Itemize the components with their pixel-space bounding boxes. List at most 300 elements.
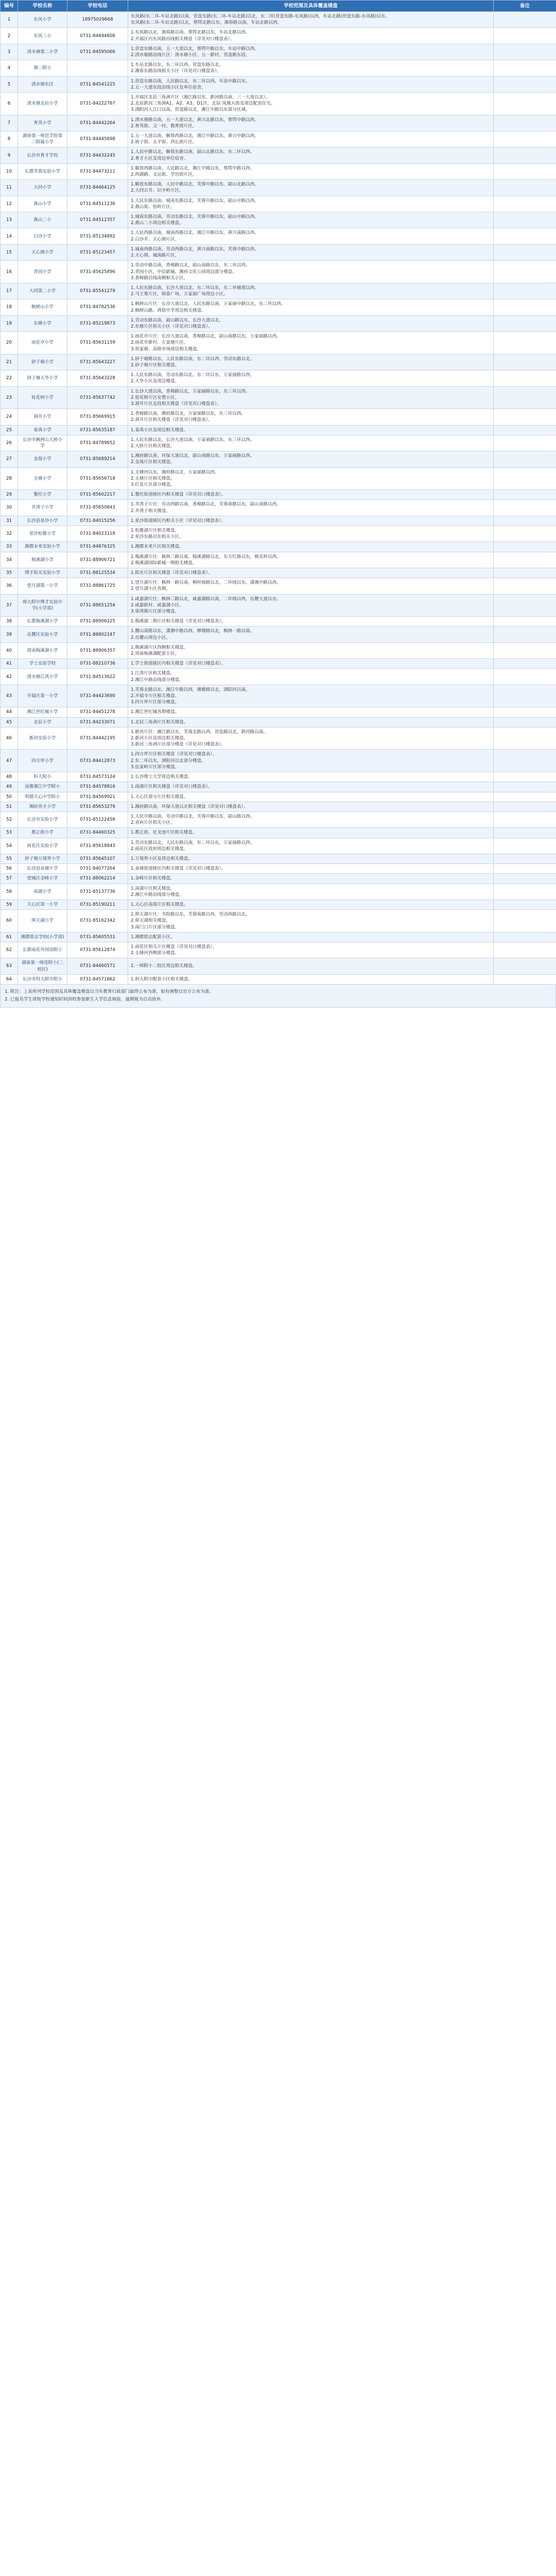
cell-school-name: 湘府英才小学 xyxy=(18,802,67,811)
scope-line: 2.井湾子相关楼盘。 xyxy=(131,508,170,514)
cell-school-name: 大同小学 xyxy=(18,180,67,196)
cell-scope xyxy=(128,864,494,874)
scope-line: 3.南门口片区部分楼盘。 xyxy=(131,924,180,930)
cell-no: 7 xyxy=(1,115,18,131)
cell-scope xyxy=(128,884,494,900)
scope-line: 1.万境界小区及周边相关楼盘。 xyxy=(131,856,193,861)
cell-school-name: 学士实验学校 xyxy=(18,659,67,669)
scope-line: 1.香樟路以南，湘府路以北，万家丽路以东，东三环以西。 xyxy=(131,411,246,417)
cell-school-name: 望城区金峰小学 xyxy=(18,874,67,884)
cell-school-tel: 0731-84571662 xyxy=(67,974,128,984)
cell-note xyxy=(494,542,556,552)
cell-note xyxy=(494,828,556,838)
table-row xyxy=(1,578,556,594)
cell-school-tel: 0731-84423690 xyxy=(67,685,128,707)
table-row xyxy=(1,932,556,942)
cell-school-tel: 0731-85656718 xyxy=(67,467,128,490)
cell-school-name: 大同第二小学 xyxy=(18,283,67,299)
scope-line: 1.梅溪湖二期片区相关楼盘（详见对口楼盘表）。 xyxy=(131,619,226,624)
cell-school-name: 科大附小 xyxy=(18,772,67,782)
cell-note xyxy=(494,707,556,717)
cell-scope xyxy=(128,568,494,578)
table-row xyxy=(1,212,556,228)
cell-scope xyxy=(128,315,494,331)
cell-school-name: 白沙小学 xyxy=(18,228,67,244)
header-school-name: 学校名称 xyxy=(18,1,67,12)
cell-school-tel: 0731-84876325 xyxy=(67,542,128,552)
table-row xyxy=(1,802,556,811)
scope-line: 1.星沙街道辖区内相关小区（详见对口楼盘表）。 xyxy=(131,518,226,523)
cell-note xyxy=(494,425,556,435)
cell-school-name: 雨花区实验小学 xyxy=(18,838,67,854)
table-row xyxy=(1,594,556,617)
scope-line: 1.枫树山片区：长沙大道以北，人民东路以南，万家丽中路以东，东二环以西。 xyxy=(131,301,286,307)
cell-school-name: 育英小学 xyxy=(18,115,67,131)
cell-school-tel: 0731-84511236 xyxy=(67,196,128,212)
cell-school-tel: 0731-85123457 xyxy=(67,244,128,260)
cell-scope xyxy=(128,228,494,244)
table-row xyxy=(1,772,556,782)
scope-line: 1.黎托街道辖区内相关楼盘（详见对口楼盘表）。 xyxy=(131,492,226,498)
scope-line: 1.仰天湖片区：书院路以东，芙蓉南路以西，劳动西路以北。 xyxy=(131,912,250,918)
cell-note xyxy=(494,163,556,179)
scope-line: 1.科大附中配套小区相关楼盘。 xyxy=(131,976,193,982)
header-note: 备注 xyxy=(494,1,556,12)
table-row xyxy=(1,451,556,467)
cell-no: 14 xyxy=(1,228,18,244)
cell-scope xyxy=(128,354,494,370)
table-row xyxy=(1,874,556,884)
cell-school-tel: 0731-85541279 xyxy=(67,283,128,299)
table-header-row xyxy=(1,1,556,12)
scope-line: 3.香樟路沿线南侧相关小区。 xyxy=(131,275,188,281)
table-row xyxy=(1,568,556,578)
cell-school-tel: 0731-88802147 xyxy=(67,626,128,642)
cell-school-tel: 0731-84569921 xyxy=(67,792,128,802)
scope-line: 2.大桥片区相关楼盘。 xyxy=(131,443,175,449)
cell-note xyxy=(494,467,556,490)
cell-note xyxy=(494,354,556,370)
cell-no: 13 xyxy=(1,212,18,228)
cell-school-name: 圭塘小学 xyxy=(18,467,67,490)
scope-line: 1.解放东路以南，人民中路以北，芙蓉中路以东，韶山北路以西。 xyxy=(131,182,259,188)
cell-no: 27 xyxy=(1,451,18,467)
table-row xyxy=(1,244,556,260)
scope-line: 2.育才小区及周边单位宿舍。 xyxy=(131,156,188,161)
scope-line: 1.江湾片区相关楼盘。 xyxy=(131,671,175,676)
scope-line: 1.南湖片区相关楼盘。 xyxy=(131,886,175,891)
table-row xyxy=(1,467,556,490)
cell-school-name: 北辰小学 xyxy=(18,717,67,727)
scope-line: 1.营盘东路以南，五一大道以北，蔡锷中路以东，车站中路以西。 xyxy=(131,46,259,52)
cell-school-tel: 0731-88651254 xyxy=(67,594,128,617)
table-row xyxy=(1,93,556,115)
scope-line: 2.东二环以东，浏阳河以北部分楼盘。 xyxy=(131,758,206,764)
cell-school-name: 长沙市科大附中附小 xyxy=(18,974,67,984)
cell-school-tel: 0731-88125534 xyxy=(67,568,128,578)
scope-line: 3.荣湾镇片区部分楼盘。 xyxy=(131,609,180,615)
cell-no: 32 xyxy=(1,526,18,542)
cell-school-tel: 0731-84460571 xyxy=(67,958,128,974)
cell-scope xyxy=(128,659,494,669)
table-row xyxy=(1,115,556,131)
cell-no: 29 xyxy=(1,490,18,500)
cell-school-tel: 0731-85689214 xyxy=(67,451,128,467)
scope-line: 1.芙蓉北路以东，湘江中路以西，湘雅路以北，浏阳河以南。 xyxy=(131,687,250,692)
scope-line: 2.圭塘河西侧部分楼盘。 xyxy=(131,951,180,956)
cell-note xyxy=(494,932,556,942)
page xyxy=(0,0,556,1008)
header-no: 编号 xyxy=(1,1,18,12)
scope-line: 2.岳麓山周边小区。 xyxy=(131,635,170,640)
scope-line: 2.湘江中路沿线部分楼盘。 xyxy=(131,677,184,683)
cell-school-name: 周南梅溪湖小学 xyxy=(18,642,67,658)
cell-note xyxy=(494,900,556,909)
table-row xyxy=(1,542,556,552)
scope-line: 2.周南梅溪湖配套小区。 xyxy=(131,651,180,657)
cell-scope xyxy=(128,526,494,542)
cell-school-tel: 0731-84782536 xyxy=(67,299,128,315)
scope-line: 1.湘府路以南，环保大道以北，韶山南路以东，万家丽路以西。 xyxy=(131,453,255,459)
cell-note xyxy=(494,717,556,727)
cell-note xyxy=(494,115,556,131)
scope-line: 2.白沙井、天心阁片区。 xyxy=(131,236,180,242)
cell-school-tel: 0731-85618843 xyxy=(67,838,128,854)
table-row xyxy=(1,409,556,425)
cell-note xyxy=(494,409,556,425)
cell-school-tel: 0731-85625896 xyxy=(67,261,128,283)
cell-school-name: 金海小学 xyxy=(18,451,67,467)
cell-no: 2 xyxy=(1,28,18,44)
cell-school-name: 仰天湖小学 xyxy=(18,910,67,933)
scope-line: 3.四方坪片区部分楼盘。 xyxy=(131,700,180,705)
cell-scope xyxy=(128,900,494,909)
cell-scope xyxy=(128,500,494,516)
table-row xyxy=(1,782,556,792)
scope-line: 1.新河片区：湘江路以东，芙蓉北路以西，营盘路以北，新河路以南。 xyxy=(131,729,268,735)
cell-school-name: 南雅湘江中学附小 xyxy=(18,782,67,792)
cell-school-tel: 0731-84451278 xyxy=(67,707,128,717)
scope-line: 2.大同古井、识字岭片区。 xyxy=(131,188,184,194)
scope-line: 1.解放西路以南，人民路以北，湘江中路以东，蔡锷中路以西。 xyxy=(131,165,255,171)
scope-line: 3.浏阳河入江口以南，营盘路以北，湘江中路以东部分区域。 xyxy=(131,107,250,113)
table-footnote xyxy=(0,985,556,1008)
cell-school-name: 砂子塘小学 xyxy=(18,354,67,370)
cell-scope xyxy=(128,60,494,76)
scope-line: 2.湘春东路沿线相关小区（详见对口楼盘表）。 xyxy=(131,69,221,74)
cell-note xyxy=(494,93,556,115)
header-scope: 学校范围及具体覆盖楼盘 xyxy=(128,1,494,12)
cell-note xyxy=(494,750,556,772)
table-row xyxy=(1,12,556,28)
cell-school-tel: 0731-85643227 xyxy=(67,354,128,370)
cell-note xyxy=(494,28,556,44)
cell-school-name: 开福区第一小学 xyxy=(18,685,67,707)
scope-line: 2.北辰新河三角洲A1、A2、A3、D1区，北辰·凤凰天街及周边配套住宅。 xyxy=(131,101,275,107)
cell-scope xyxy=(128,578,494,594)
cell-school-name: 天心阁小学 xyxy=(18,244,67,260)
cell-school-tel: 0731-85219873 xyxy=(67,315,128,331)
table-row xyxy=(1,60,556,76)
table-body xyxy=(1,12,556,985)
cell-scope xyxy=(128,244,494,260)
cell-school-name: 燕山小学 xyxy=(18,196,67,212)
cell-no: 23 xyxy=(1,386,18,409)
cell-no: 41 xyxy=(1,659,18,669)
table-row xyxy=(1,500,556,516)
cell-school-tel: 0731-85134892 xyxy=(67,228,128,244)
scope-line: 2.东塘片区相关小区（详见对口楼盘表）。 xyxy=(131,324,213,329)
cell-school-tel: 0731-84460325 xyxy=(67,828,128,838)
cell-note xyxy=(494,212,556,228)
cell-no: 55 xyxy=(1,854,18,863)
cell-no: 62 xyxy=(1,942,18,958)
cell-no: 22 xyxy=(1,370,18,386)
table-row xyxy=(1,435,556,451)
cell-note xyxy=(494,782,556,792)
cell-no: 8 xyxy=(1,131,18,147)
scope-line: 1.人民东路以南，劳动东路以北，东二环以东，万家丽路以西。 xyxy=(131,372,255,378)
cell-school-tel: 0731-85612874 xyxy=(67,942,128,958)
cell-note xyxy=(494,617,556,626)
scope-line: 1.湘府路以南，环保大道以北相关楼盘（详见对口楼盘表）。 xyxy=(131,804,248,809)
scope-line: 1.湘郡铭志配套小区。 xyxy=(131,934,175,940)
cell-no: 33 xyxy=(1,542,18,552)
cell-school-tel: 0731-88062214 xyxy=(67,874,128,884)
scope-line: 1.雨花亭片区：长沙大道以南，香樟路以北，韶山南路以东，万家丽路以西。 xyxy=(131,334,281,340)
cell-school-tel: 0731-84473211 xyxy=(67,163,128,179)
scope-line: 2.天华小区及周边楼盘。 xyxy=(131,379,180,384)
cell-note xyxy=(494,594,556,617)
scope-line: 1.城南东路以南，劳动东路以北，芙蓉中路以东，韶山中路以西。 xyxy=(131,214,259,220)
cell-school-tel: 0731-84789652 xyxy=(67,435,128,451)
cell-school-name: 博才阳光实验小学 xyxy=(18,568,67,578)
cell-note xyxy=(494,500,556,516)
scope-line: 2.育英街、又一村、教育街片区。 xyxy=(131,123,197,129)
cell-note xyxy=(494,315,556,331)
cell-scope xyxy=(128,425,494,435)
scope-line: 1.圭塘河以东，湘府路以北，万家丽路以西。 xyxy=(131,469,219,475)
table-row xyxy=(1,974,556,984)
cell-school-name: 桂花树小学 xyxy=(18,386,67,409)
scope-line: 1.人民中路以北，解放东路以南，韶山北路以东，东二环以西。 xyxy=(131,149,255,155)
cell-note xyxy=(494,578,556,594)
cell-no: 46 xyxy=(1,727,18,750)
cell-scope xyxy=(128,299,494,315)
cell-scope xyxy=(128,261,494,283)
cell-no: 20 xyxy=(1,332,18,354)
cell-school-tel: 0731-84445698 xyxy=(67,131,128,147)
cell-no: 64 xyxy=(1,974,18,984)
cell-scope xyxy=(128,874,494,884)
cell-scope xyxy=(128,717,494,727)
cell-note xyxy=(494,299,556,315)
scope-line: 东风路(东二环-车站北路)以北，蔡锷北路以东，湘春路以南，车站北路以西。 xyxy=(131,20,282,26)
cell-no: 58 xyxy=(1,884,18,900)
scope-line: 1.城南西路以南，劳动西路以北，黄兴南路以东，芙蓉中路以西。 xyxy=(131,246,259,252)
cell-school-tel: 0731-88861725 xyxy=(67,578,128,594)
cell-school-tel: 0731-88906357 xyxy=(67,642,128,658)
cell-school-name: 泰禹小学 xyxy=(18,425,67,435)
table-row xyxy=(1,626,556,642)
scope-line: 2.洞井片区相关楼盘（详见对口楼盘表）。 xyxy=(131,417,213,423)
cell-school-tel: 0731-84077264 xyxy=(67,864,128,874)
cell-school-tel: 0731-85650843 xyxy=(67,500,128,516)
scope-line: 2.开福区内东风路沿线相关楼盘（详见对口楼盘表）。 xyxy=(131,36,235,42)
cell-school-name: 长沙市育才学校 xyxy=(18,147,67,163)
cell-note xyxy=(494,884,556,900)
cell-no: 18 xyxy=(1,299,18,315)
scope-line: 2.枫树山路、鸿铭中学周边相关楼盘。 xyxy=(131,308,206,313)
scope-line: 1.阳光片区相关楼盘（详见对口楼盘表）。 xyxy=(131,570,213,576)
cell-note xyxy=(494,435,556,451)
scope-line: 2.雨花区政府周边相关楼盘。 xyxy=(131,846,188,852)
cell-note xyxy=(494,244,556,260)
cell-school-tel: 0731-85122458 xyxy=(67,811,128,827)
cell-school-name: 东塘小学 xyxy=(18,315,67,331)
scope-line: 1.井湾子片区：劳动西路以南，香樟路以北，芙蓉南路以东，韶山南路以西。 xyxy=(131,502,281,507)
cell-note xyxy=(494,874,556,884)
cell-school-name: 长郡梅溪湖小学 xyxy=(18,617,67,626)
cell-no: 53 xyxy=(1,828,18,838)
cell-no: 61 xyxy=(1,932,18,942)
cell-school-name: 清水塘东区 xyxy=(18,76,67,92)
cell-school-tel: 0731-85653279 xyxy=(67,802,128,811)
cell-note xyxy=(494,332,556,354)
school-district-table xyxy=(0,0,556,985)
cell-scope xyxy=(128,802,494,811)
cell-note xyxy=(494,642,556,658)
scope-line: 2.西湖路、文运街、学宫街片区。 xyxy=(131,172,197,178)
cell-scope xyxy=(128,28,494,44)
cell-no: 48 xyxy=(1,772,18,782)
cell-school-tel: 0731-85669915 xyxy=(67,409,128,425)
cell-school-tel: 0731-85162342 xyxy=(67,910,128,933)
scope-line: 1.学士街道辖区内相关楼盘（详见对口楼盘表）。 xyxy=(131,661,226,667)
table-row xyxy=(1,354,556,370)
cell-note xyxy=(494,669,556,685)
cell-scope xyxy=(128,932,494,942)
cell-note xyxy=(494,451,556,467)
cell-school-tel: 0731-84573124 xyxy=(67,772,128,782)
table-row xyxy=(1,228,556,244)
scope-line: 2.省府片区相关小区。 xyxy=(131,820,175,826)
cell-scope xyxy=(128,707,494,717)
scope-line: 2.圭塘片区相关楼盘。 xyxy=(131,476,175,481)
scope-line: 2.望月湖小区各期。 xyxy=(131,586,170,592)
cell-school-tel: 0731-85645107 xyxy=(67,854,128,863)
cell-school-tel: 0731-85637742 xyxy=(67,386,128,409)
scope-line: 2.桂花树片区安置小区。 xyxy=(131,395,180,400)
cell-school-name: 洞井小学 xyxy=(18,409,67,425)
cell-school-tel: 0731-84512357 xyxy=(67,212,128,228)
cell-school-name: 枫树山小学 xyxy=(18,299,67,315)
cell-scope xyxy=(128,44,494,60)
scope-line: 3.红星片区部分楼盘。 xyxy=(131,482,175,487)
table-row xyxy=(1,332,556,354)
cell-no: 4 xyxy=(1,60,18,76)
cell-no: 52 xyxy=(1,811,18,827)
cell-school-name: 湖南第一师范学院第二附属小学 xyxy=(18,131,67,147)
cell-note xyxy=(494,811,556,827)
scope-line: 1.松雅湖片区相关楼盘。 xyxy=(131,528,180,533)
cell-no: 3 xyxy=(1,44,18,60)
cell-no: 19 xyxy=(1,315,18,331)
scope-line: 1.东风路以北，湘春路以南，蔡锷北路以东，车站北路以西。 xyxy=(131,30,250,36)
table-row xyxy=(1,617,556,626)
cell-no: 49 xyxy=(1,782,18,792)
cell-note xyxy=(494,12,556,28)
cell-school-name: 星沙松雅小学 xyxy=(18,526,67,542)
cell-note xyxy=(494,802,556,811)
cell-school-tel: 0731-85643228 xyxy=(67,370,128,386)
scope-line: 1.长沙理工大学周边相关楼盘。 xyxy=(131,774,193,780)
cell-note xyxy=(494,772,556,782)
cell-scope xyxy=(128,386,494,409)
cell-note xyxy=(494,838,556,854)
table-row xyxy=(1,386,556,409)
cell-school-name: 井湾子小学 xyxy=(18,500,67,516)
cell-scope xyxy=(128,435,494,451)
scope-line: 1.望月湖片区：枫林一路以南，桐梓坡路以北，二环线以东，潇湘中路以西。 xyxy=(131,580,281,586)
cell-school-tel: 0731-88906721 xyxy=(67,552,128,568)
cell-school-tel: 0731-85137736 xyxy=(67,884,128,900)
cell-school-name: 师大附中博才实验中学(小学部) xyxy=(18,594,67,617)
cell-no: 63 xyxy=(1,958,18,974)
cell-school-name: 岳麓区实验小学 xyxy=(18,626,67,642)
scope-line: 1.四方坪片区相关楼盘（详见对口楼盘表）。 xyxy=(131,752,217,757)
cell-school-name: 长沙市实验小学 xyxy=(18,811,67,827)
cell-school-tel: 0731-84595066 xyxy=(67,44,128,60)
cell-scope xyxy=(128,828,494,838)
cell-note xyxy=(494,792,556,802)
cell-no: 31 xyxy=(1,516,18,526)
scope-line: 2.天心阁、城南路片区。 xyxy=(131,253,180,259)
cell-note xyxy=(494,370,556,386)
scope-line: 1.雨花区相关片区楼盘（详见对口楼盘表）。 xyxy=(131,944,217,950)
cell-scope xyxy=(128,212,494,228)
table-row xyxy=(1,854,556,863)
table-row xyxy=(1,884,556,900)
scope-line: 1.天心区部分片区相关楼盘。 xyxy=(131,794,188,800)
table-row xyxy=(1,792,556,802)
scope-line: 2.金海片区相关楼盘。 xyxy=(131,460,175,465)
cell-school-tel: 0731-85605531 xyxy=(67,932,128,942)
cell-scope xyxy=(128,642,494,658)
cell-scope xyxy=(128,115,494,131)
cell-no: 21 xyxy=(1,354,18,370)
cell-no: 38 xyxy=(1,617,18,626)
cell-school-name: 长沙县星沙小学 xyxy=(18,516,67,526)
cell-scope xyxy=(128,196,494,212)
cell-no: 57 xyxy=(1,874,18,884)
scope-line: 2.砂子塘片区相关楼盘。 xyxy=(131,362,180,368)
table-row xyxy=(1,28,556,44)
table-row xyxy=(1,44,556,60)
scope-line: 3.伍家岭片区部分楼盘。 xyxy=(131,764,180,770)
cell-scope xyxy=(128,782,494,792)
cell-no: 47 xyxy=(1,750,18,772)
table-row xyxy=(1,750,556,772)
scope-line: 1.南湖片区相关楼盘（详见对口楼盘表）。 xyxy=(131,784,213,790)
cell-school-tel: 0731-84513622 xyxy=(67,669,128,685)
table-row xyxy=(1,811,556,827)
table-row xyxy=(1,516,556,526)
table-row xyxy=(1,864,556,874)
cell-school-tel xyxy=(67,60,128,76)
scope-line: 2.湘江中路沿线部分楼盘。 xyxy=(131,892,184,897)
scope-line: 2.咸嘉新村、咸嘉湖小区。 xyxy=(131,602,184,608)
